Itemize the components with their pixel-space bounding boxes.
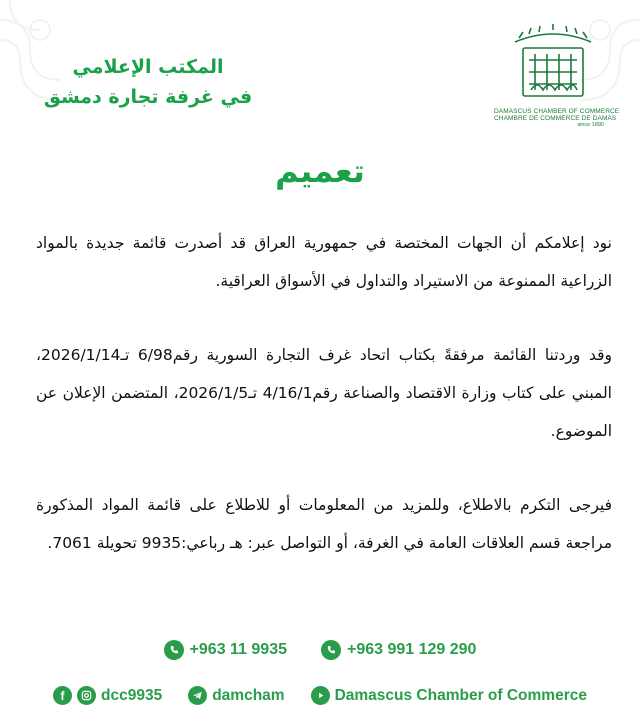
youtube-icon [311,686,330,705]
telegram-handle: damcham [212,686,285,704]
office-title-line1: المكتب الإعلامي [72,56,224,78]
whatsapp-phone-icon [321,640,341,660]
phone-contacts [0,640,640,660]
youtube-link[interactable] [311,686,587,705]
phone-1-item[interactable] [164,640,287,660]
office-title-line2: في غرفة تجارة دمشق [43,86,253,108]
logo-english-name: DAMASCUS CHAMBER OF COMMERCE [494,108,620,115]
logo-french-name: CHAMBRE DE COMMERCE DE DAMAS [494,115,617,122]
youtube-channel-name: Damascus Chamber of Commerce [334,686,587,704]
paragraph-2: وقد وردتنا القائمة مرفقةً بكتاب اتحاد غرف التجارة السورية رقم6/98 تـ2026/1/14، المبني على كتاب وزارة الاقتصاد والصناعة رقم4/16/1 تـ2026/1/5، المتضمن الإعلان عن الموضوع. [36,346,612,440]
circular-title: تعميم [275,152,365,190]
telegram-icon [188,686,207,705]
facebook-instagram-handle: dcc9935 [101,686,163,704]
facebook-instagram-link[interactable] [53,686,162,705]
paragraph-1: نود إعلامكم أن الجهات المختصة في جمهورية العراق قد أصدرت قائمة جديدة بالمواد الزراعية الممنوعة من الاستيراد والتداول في الأسواق العراقية. [36,234,612,290]
whatsapp-phone-icon [164,640,184,660]
phone-1-number: +963 11 9935 [189,641,287,658]
logo-since: since 1890 [577,122,604,128]
media-office-title [18,52,278,112]
phone-2-number: +963 991 129 290 [346,641,477,658]
social-links [0,686,640,705]
paragraph-3: فيرجى التكرم بالاطلاع، وللمزيد من المعلومات أو للاطلاع على قائمة المواد المذكورة مراجعة قسم العلاقات العامة في الغرفة، أو التواصل عبر: هـ رباعي:9935 تحويلة 7061. [36,496,612,552]
chamber-logo [494,24,620,128]
facebook-icon: f [53,686,72,705]
telegram-link[interactable] [188,686,284,705]
instagram-icon [77,686,96,705]
phone-2-item[interactable] [321,640,476,660]
chamber-emblem-icon [509,24,597,104]
